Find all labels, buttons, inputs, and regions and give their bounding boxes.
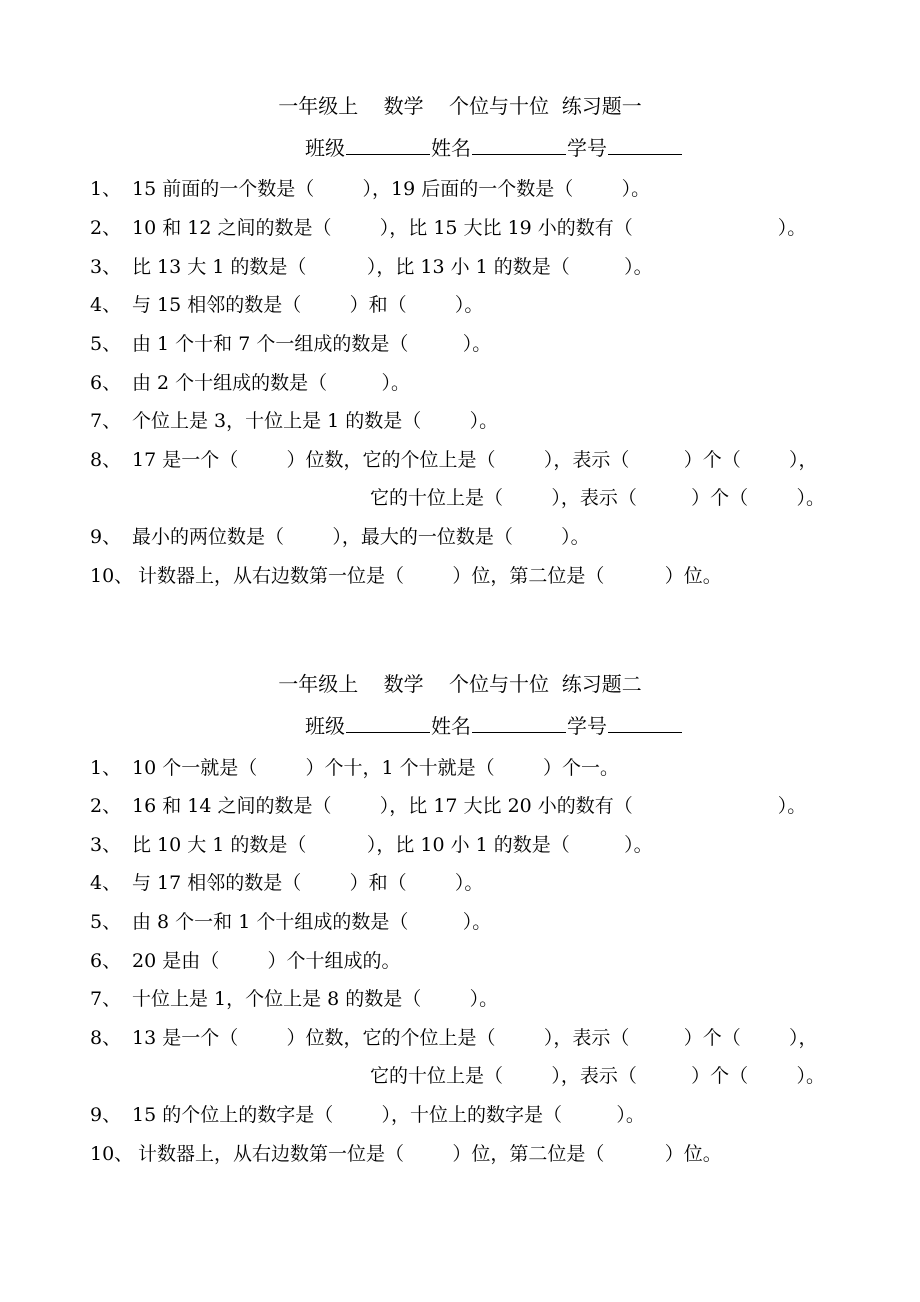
- number-blank[interactable]: [608, 712, 682, 733]
- question-text: 16 和 14 之间的数是（ ），比 17 大比 20 小的数有（ ）。: [132, 795, 807, 817]
- question-number: 2、: [90, 795, 122, 817]
- student-info-line: [305, 134, 683, 162]
- class-label: 班级: [305, 136, 345, 160]
- class-blank[interactable]: [346, 712, 430, 733]
- question-text: 个位上是 3，十位上是 1 的数是（ ）。: [132, 410, 499, 432]
- question-4: [90, 291, 483, 319]
- question-text: 20 是由（ ）个十组成的。: [132, 950, 401, 972]
- question-number: 9、: [90, 526, 122, 548]
- question-8-continuation: 它的十位上是（ ），表示（ ）个（ ）。: [370, 1065, 825, 1087]
- question-3: [90, 253, 653, 281]
- question-text: 计数器上，从右边数第一位是（ ）位，第二位是（ ）位。: [132, 1143, 722, 1165]
- question-5: [90, 908, 491, 936]
- question-number: 5、: [90, 333, 122, 355]
- number-label: 学号: [567, 136, 607, 160]
- question-4: [90, 869, 483, 897]
- name-label: 姓名: [431, 714, 471, 738]
- question-text: 与 17 相邻的数是（ ）和（ ）。: [132, 872, 484, 894]
- question-9: [90, 1101, 645, 1129]
- question-2: [90, 792, 806, 820]
- question-number: 7、: [90, 988, 122, 1010]
- question-number: 9、: [90, 1104, 122, 1126]
- question-number: 1、: [90, 757, 122, 779]
- question-8-continuation: 它的十位上是（ ），表示（ ）个（ ）。: [370, 487, 825, 509]
- question-number: 10、: [90, 1143, 134, 1165]
- question-text: 比 13 大 1 的数是（ ），比 13 小 1 的数是（ ）。: [132, 256, 653, 278]
- question-6: [90, 369, 410, 397]
- question-number: 7、: [90, 410, 122, 432]
- question-number: 4、: [90, 294, 122, 316]
- number-label: 学号: [567, 714, 607, 738]
- question-number: 8、: [90, 1027, 122, 1049]
- question-number: 5、: [90, 911, 122, 933]
- question-6: [90, 947, 401, 975]
- question-text: 计数器上，从右边数第一位是（ ）位，第二位是（ ）位。: [132, 565, 722, 587]
- question-number: 1、: [90, 178, 122, 200]
- question-7: [90, 985, 498, 1013]
- question-text: 10 个一就是（ ）个十，1 个十就是（ ）个一。: [132, 757, 619, 779]
- question-8: [90, 1024, 818, 1052]
- question-10: [90, 562, 722, 590]
- question-number: 8、: [90, 449, 122, 471]
- question-text: 10 和 12 之间的数是（ ），比 15 大比 19 小的数有（ ）。: [132, 217, 807, 239]
- question-text: 由 8 个一和 1 个十组成的数是（ ）。: [132, 911, 492, 933]
- question-10: [90, 1140, 722, 1168]
- question-8: [90, 446, 818, 474]
- question-text: 与 15 相邻的数是（ ）和（ ）。: [132, 294, 484, 316]
- worksheet-title: 一年级上 数学 个位与十位 练习题二: [278, 672, 642, 696]
- question-text: 15 的个位上的数字是（ ），十位上的数字是（ ）。: [132, 1104, 645, 1126]
- question-text: 十位上是 1，个位上是 8 的数是（ ）。: [132, 988, 499, 1010]
- question-text: 由 2 个十组成的数是（ ）。: [132, 372, 411, 394]
- question-5: [90, 330, 491, 358]
- question-1: [90, 754, 619, 782]
- question-text: 15 前面的一个数是（ ），19 后面的一个数是（ ）。: [132, 178, 651, 200]
- question-number: 6、: [90, 950, 122, 972]
- class-label: 班级: [305, 714, 345, 738]
- question-7: [90, 407, 498, 435]
- question-number: 3、: [90, 834, 122, 856]
- question-number: 3、: [90, 256, 122, 278]
- question-text: 比 10 大 1 的数是（ ），比 10 小 1 的数是（ ）。: [132, 834, 653, 856]
- question-9: [90, 523, 590, 551]
- question-text: 最小的两位数是（ ），最大的一位数是（ ）。: [132, 526, 590, 548]
- question-number: 6、: [90, 372, 122, 394]
- name-blank[interactable]: [472, 134, 566, 155]
- question-number: 10、: [90, 565, 134, 587]
- worksheet-title: 一年级上 数学 个位与十位 练习题一: [278, 94, 642, 118]
- question-number: 4、: [90, 872, 122, 894]
- question-number: 2、: [90, 217, 122, 239]
- number-blank[interactable]: [608, 134, 682, 155]
- class-blank[interactable]: [346, 134, 430, 155]
- student-info-line: [305, 712, 683, 740]
- question-2: [90, 214, 806, 242]
- question-text: 13 是一个（ ）位数，它的个位上是（ ），表示（ ）个（ ），: [132, 1027, 818, 1049]
- question-text: 17 是一个（ ）位数，它的个位上是（ ），表示（ ）个（ ），: [132, 449, 818, 471]
- question-1: [90, 175, 650, 203]
- name-label: 姓名: [431, 136, 471, 160]
- question-text: 由 1 个十和 7 个一组成的数是（ ）。: [132, 333, 492, 355]
- question-3: [90, 831, 653, 859]
- name-blank[interactable]: [472, 712, 566, 733]
